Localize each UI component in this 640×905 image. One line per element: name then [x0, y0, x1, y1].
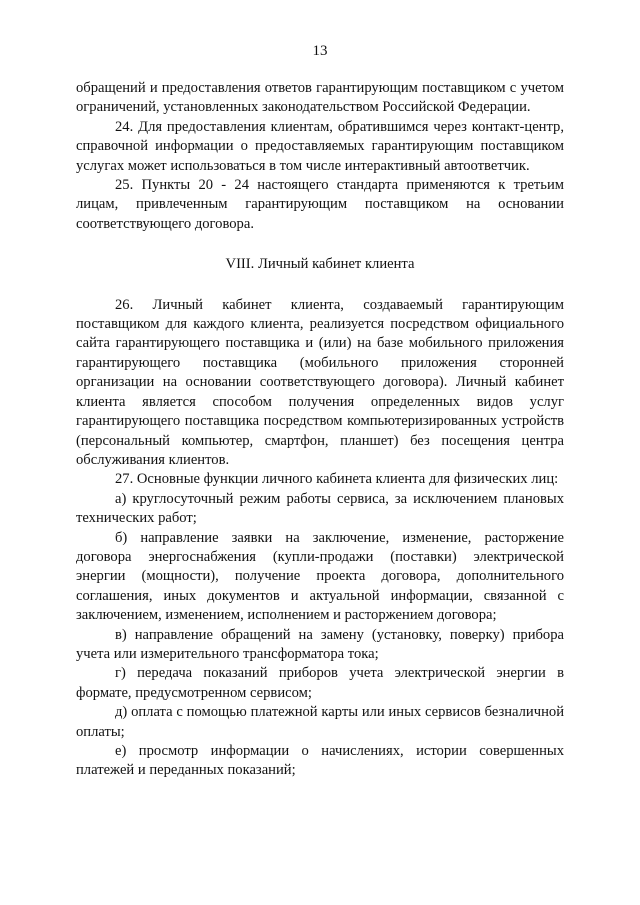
list-item-a: а) круглосуточный режим работы сервиса, за исключением плановых технических работ; [76, 490, 564, 527]
paragraph-27: 27. Основные функции личного кабинета клиента для физических лиц: [115, 471, 559, 488]
list-item-v: в) направление обращений на замену (установку, поверку) прибора учета или измерительного трансформатора тока; [76, 626, 564, 662]
list-item-b: б) направление заявки на заключение, изменение, расторжение договора энергоснабжения (купли-продажи (поставки) электрической энергии (мощности), получение проекта договора, дополнительного соглашения, иных документов и актуальной информации, связанной с заключением, изменением, исполнением и расторжением договора; [76, 529, 564, 624]
paragraph-26: 26. Личный кабинет клиента, создаваемый гарантирующим поставщиком для каждого клиента, реализуется посредством официального сайта гарантирующего поставщика и (или) на базе мобильного приложения гарантирующего поставщика (мобильного приложения сторонней организации на основании соответствующего договора). Личный кабинет клиента является способом получения определенных видов услуг гарантирующего поставщика посредством компьютеризированных устройств (персональный компьютер, смартфон, планшет) без посещения центра обслуживания клиентов. [76, 296, 564, 468]
document-body [76, 79, 564, 781]
paragraph-24: 24. Для предоставления клиентам, обратившимся через контакт-центр, справочной информации о предоставляемых гарантирующим поставщиком услугах может использоваться в том числе интерактивный автоответчик. [76, 118, 564, 174]
section-heading: VIII. Личный кабинет клиента [225, 256, 415, 273]
paragraph-25: 25. Пункты 20 - 24 настоящего стандарта применяются к третьим лицам, привлеченным гарантирующим поставщиком на основании соответствующего договора. [76, 177, 564, 232]
list-item-e: е) просмотр информации о начислениях, истории совершенных платежей и переданных показаний; [76, 743, 564, 779]
list-item-d: д) оплата с помощью платежной карты или иных сервисов безналичной оплаты; [76, 704, 564, 740]
page-number: 13 [312, 43, 328, 59]
list-item-g: г) передача показаний приборов учета электрической энергии в формате, предусмотренном сервисом; [76, 665, 564, 701]
paragraph-continued: обращений и предоставления ответов гарантирующим поставщиком с учетом ограничений, установленных законодательством Российской Федерации. [76, 80, 564, 116]
